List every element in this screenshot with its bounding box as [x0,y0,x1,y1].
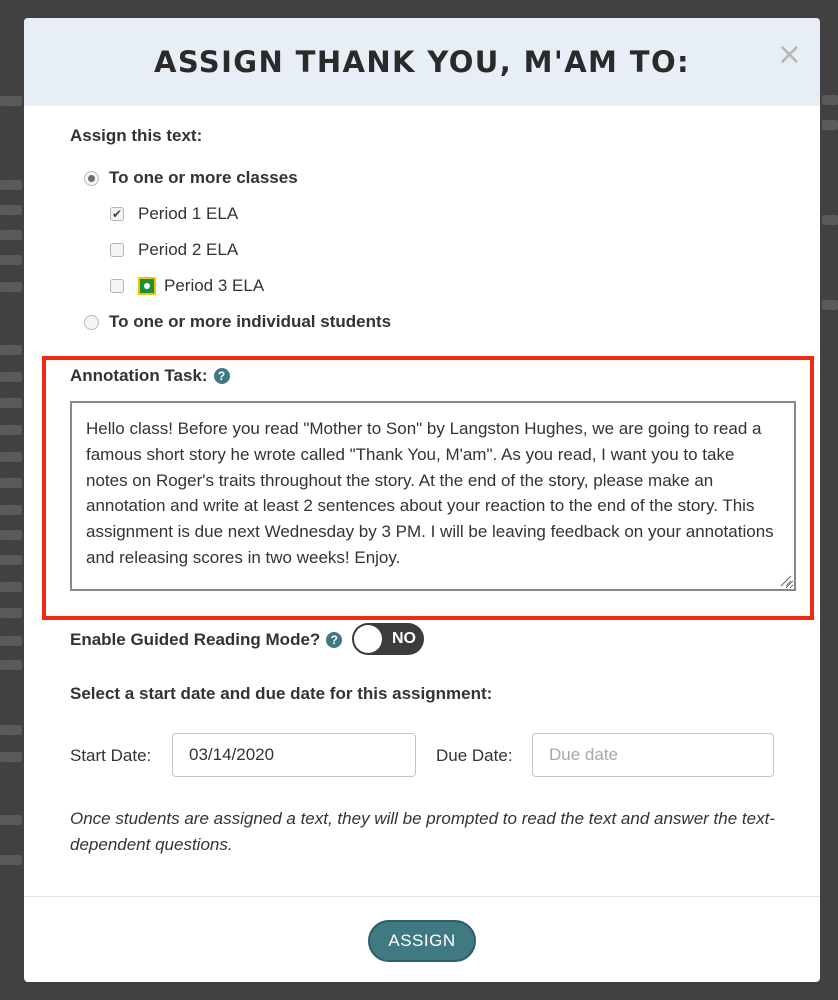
backdrop-text-fragment [0,725,22,735]
backdrop-text-fragment [0,855,22,865]
class-label: Period 1 ELA [138,204,239,223]
checkbox-unchecked[interactable] [110,243,124,257]
due-date-label: Due Date: [436,746,513,765]
class-label: Period 2 ELA [138,240,239,259]
backdrop-text-fragment [822,300,838,310]
guided-reading-toggle[interactable] [352,623,424,655]
class-checkbox-row[interactable] [110,276,264,296]
backdrop-text-fragment [0,555,22,565]
annotation-task-textarea[interactable] [70,401,796,591]
radio-button[interactable] [84,315,99,330]
assignment-note: Once students are assigned a text, they will be prompted to read the text and answer the text-dependent questions. [70,809,775,854]
close-icon[interactable]: × [776,37,802,72]
backdrop-text-fragment [0,660,22,670]
assign-modal [24,18,820,982]
backdrop-text-fragment [0,398,22,408]
annotation-task-label: Annotation Task: [70,366,208,385]
checkbox-unchecked[interactable] [110,279,124,293]
footer-divider [24,896,820,897]
backdrop-text-fragment [0,815,22,825]
start-date-input[interactable] [172,733,416,777]
backdrop-text-fragment [0,608,22,618]
google-classroom-icon [138,277,156,295]
assign-button[interactable]: ASSIGN [368,920,476,962]
class-label: Period 3 ELA [164,276,265,295]
backdrop-text-fragment [822,215,838,225]
modal-header [24,18,820,106]
backdrop-text-fragment [0,505,22,515]
annotation-task-header [70,366,230,386]
backdrop-text-fragment [0,425,22,435]
backdrop-text-fragment [0,230,22,240]
due-date-input[interactable] [532,733,774,777]
class-checkbox-row[interactable] [110,240,238,260]
help-icon[interactable]: ? [326,632,342,648]
checkbox-checked[interactable]: ✔ [111,207,123,221]
radio-label: To one or more classes [109,168,298,187]
backdrop-text-fragment [0,255,22,265]
backdrop-text-fragment [822,95,838,105]
backdrop-text-fragment [0,180,22,190]
radio-option-classes[interactable] [84,168,298,188]
class-checkbox-row[interactable] [110,204,238,224]
backdrop-text-fragment [0,205,22,215]
guided-reading-label: Enable Guided Reading Mode? [70,630,321,649]
backdrop-text-fragment [0,530,22,540]
backdrop-text-fragment [0,636,22,646]
modal-title: ASSIGN THANK YOU, M'AM TO: [153,45,691,79]
backdrop-text-fragment [0,582,22,592]
backdrop-text-fragment [0,478,22,488]
radio-option-students[interactable] [84,312,391,332]
toggle-state-label: NO [392,630,416,647]
annotation-task-text: Hello class! Before you read "Mother to Son" by Langston Hughes, we are going to read a famous short story he wrote called "Thank You, M'am". As you read, I want you to take notes on Roger's traits throughout the story. At the end of the story, please make an annotation and write at least 2 sentences about your reaction to the end of the story. This assignment is due next Wednesday by 3 PM. I will be leaving feedback on your annotations and releasing scores in two weeks! Enjoy. [86,419,774,567]
backdrop-text-fragment [0,752,22,762]
dates-heading: Select a start date and due date for this assignment: [70,684,493,703]
start-date-label: Start Date: [70,746,152,765]
resize-grip-icon[interactable] [778,573,792,587]
backdrop-text-fragment [0,372,22,382]
radio-button[interactable] [84,171,99,186]
backdrop-text-fragment [0,452,22,462]
backdrop-text-fragment [0,282,22,292]
toggle-knob [354,625,382,653]
backdrop-text-fragment [0,345,22,355]
radio-label: To one or more individual students [109,312,392,331]
guided-reading-row [70,630,342,650]
backdrop-text-fragment [0,96,22,106]
assign-text-label: Assign this text: [70,126,203,145]
backdrop-text-fragment [822,120,838,130]
help-icon[interactable]: ? [214,368,230,384]
